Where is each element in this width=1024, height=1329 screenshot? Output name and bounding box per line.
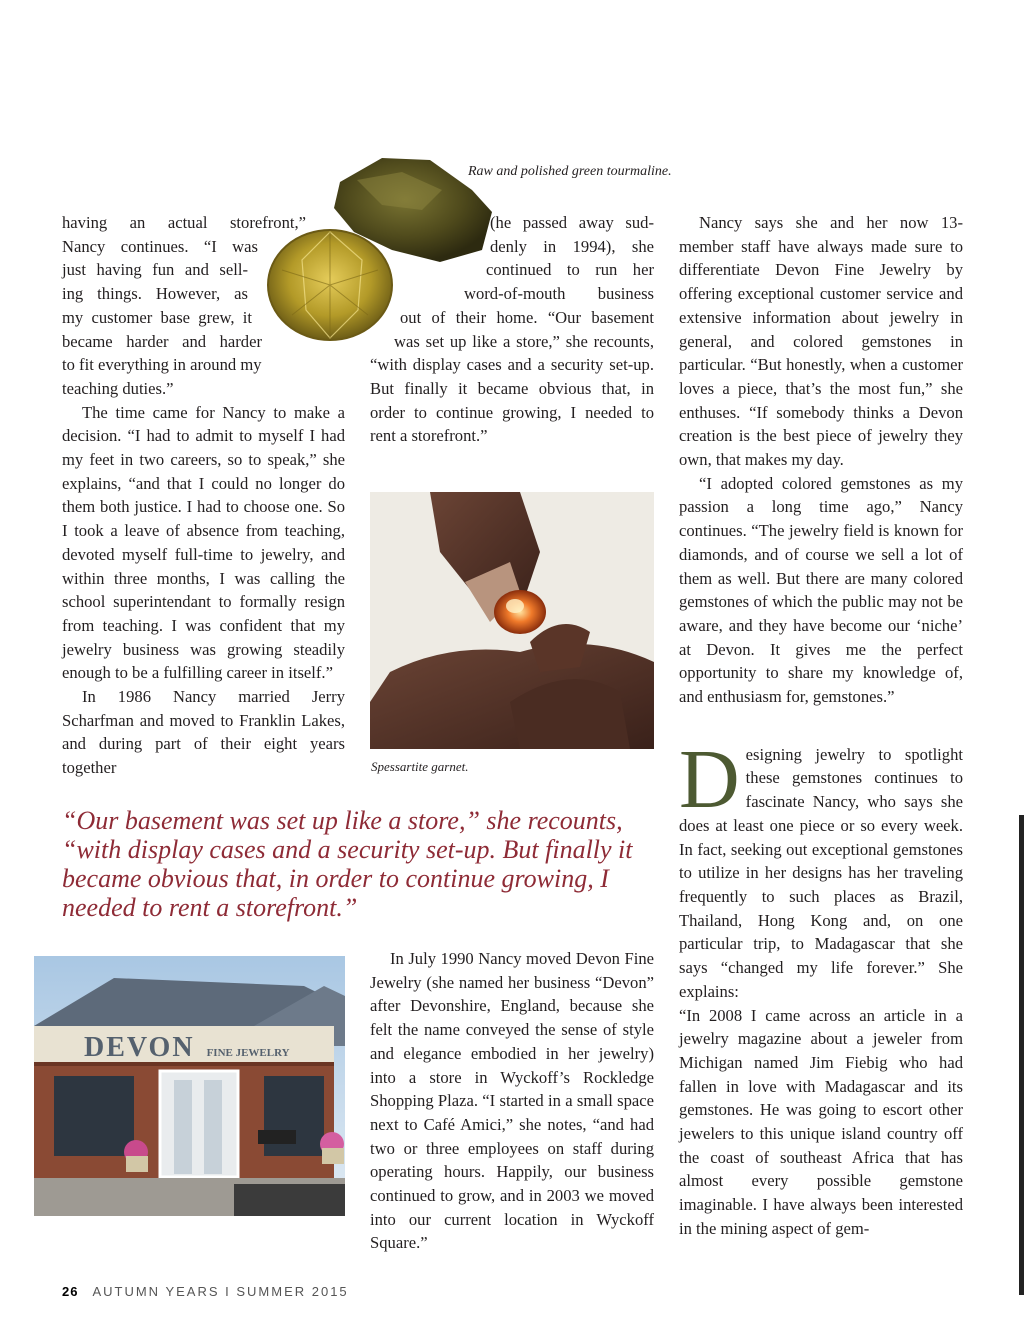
col1-line-2: Nancy continues. “I was — [62, 236, 258, 256]
col3-paragraph-2: “I adopted colored gemstones as my passion a long time ago,” Nancy continues. “The jewelry field is known for diamonds, and of course we sell a lot of them as well. But there are many colored gemstones of which the public may not be aware, and they have become our ‘niche’ at Devon. It gives me the perfect opportunity to share my knowledge of, and enthusiasm for, gemstones.” — [679, 473, 963, 707]
garnet-photo — [370, 492, 654, 749]
col2-line-6: was set up like a store,” she recounts, — [394, 331, 654, 351]
col2-paragraph-2: In July 1990 Nancy moved Devon Fine Jewelry (she named her business “Devon” after Devonshire, England, because she felt the name conveyed the sense of style and elegance embodied in her jewelry) into a store in Wyckoff’s Rockledge Shopping Plaza. “I started in a small space next to Café Amici,” she notes, “and had two or three employees on staff during operating hours. Happily, our business continued to grow, and in 2003 we moved into our current location in Wyckoff Square.” — [370, 949, 654, 1253]
publication-name: AUTUMN YEARS I SUMMER 2015 — [92, 1284, 349, 1299]
col1-line-5: my customer base grew, it — [62, 307, 252, 327]
storefront-photo — [34, 956, 345, 1216]
tourmaline-caption: Raw and polished green tourmaline. — [468, 164, 672, 179]
column-2-top — [370, 211, 654, 448]
storefront-sign — [84, 1032, 290, 1064]
page-number: 26 — [62, 1284, 79, 1299]
column-3 — [679, 211, 963, 1241]
col1-paragraph-2: The time came for Nancy to make a decision. “I had to admit to myself I had my feet in two careers, so to speak,” she explains, “and that I could no longer do them both justice. I had to choose one. So I took a leave of absence from teaching, devoted myself full-time to jewelry, and within three months, I was calling the school superintendant to formally resign from teaching. I was confident that my jewelry business was growing steadily enough to be a fulfilling career in itself.” — [62, 402, 345, 683]
page-edge-bar — [1019, 815, 1024, 1295]
col1-intro — [62, 211, 345, 401]
sign-fine-jewelry: FINE JEWELRY — [206, 1047, 290, 1059]
page-footer — [62, 1284, 349, 1299]
col1-line-6: became harder and harder — [62, 331, 262, 351]
col2-line-4: word-of-mouth business — [464, 284, 654, 304]
col3-paragraph-1: Nancy says she and her now 13-member staff have always made sure to differentiate Devon Fine Jewelry by offering exceptional customer service and extensive information about jewelry in general, and colored gemstones in particular. “But honestly, when a customer loves a piece, that’s the most fun,” she enthuses. “If somebody thinks a Devon creation is the best piece of jewelry they own, that makes my day. — [679, 213, 963, 470]
col3-paragraph-4: “In 2008 I came across an article in a jewelry magazine about a jeweler from Michigan named Jim Fiebig who had fallen in love with Madagascar and its gemstones. He was going to escort other jewelers to this unique island country off the coast of southeast Africa that has almost every possible gemstone imaginable. I have always been interested in the mining aspect of gem- — [679, 1005, 963, 1238]
col1-line-8: teaching duties.” — [62, 378, 174, 398]
col3-paragraph-3 — [679, 732, 963, 1004]
col1-line-3: just having fun and sell- — [62, 260, 248, 280]
drop-cap: D — [679, 732, 740, 826]
col2-line-1: (he passed away sud- — [490, 213, 654, 232]
col1-paragraph-3: In 1986 Nancy married Jerry Scharfman and moved to Franklin Lakes, and during part of their eight years together — [62, 687, 345, 778]
col2-line-5: out of their home. “Our basement — [400, 307, 654, 327]
garnet-caption: Spessartite garnet. — [371, 759, 469, 774]
col2-line-3: continued to run her — [486, 260, 654, 280]
column-1 — [62, 211, 345, 780]
col2-line-2: denly in 1994), she — [490, 236, 654, 256]
column-2-bottom — [370, 947, 654, 1255]
sign-devon: DEVON — [84, 1032, 195, 1063]
col1-line-4: ing things. However, as — [62, 284, 248, 304]
pull-quote: “Our basement was set up like a store,” she recounts, “with display cases and a security set-up. But finally it became obvious that, in order to continue growing, I needed to rent a storefront.” — [62, 806, 633, 922]
col1-line-7: to fit everything in around my — [62, 355, 262, 375]
col1-line-1: having an actual storefront,” — [62, 213, 306, 232]
col2-paragraph-1-rest: “with display cases and a security set-up. But finally it became obvious that, in order to continue growing, I needed to rent a storefront.” — [370, 355, 654, 446]
col3-paragraph-3-text: esigning jewelry to spotlight these gemstones continues to fascinate Nancy, who says she does at least one piece or so every week. In fact, seeking out exceptional gemstones to utilize in her designs has her traveling frequently to such places as Brazil, Thailand, Hong Kong and, on one particular trip, to Madagascar that she says “changed my life forever.” She explains: — [679, 744, 963, 1001]
